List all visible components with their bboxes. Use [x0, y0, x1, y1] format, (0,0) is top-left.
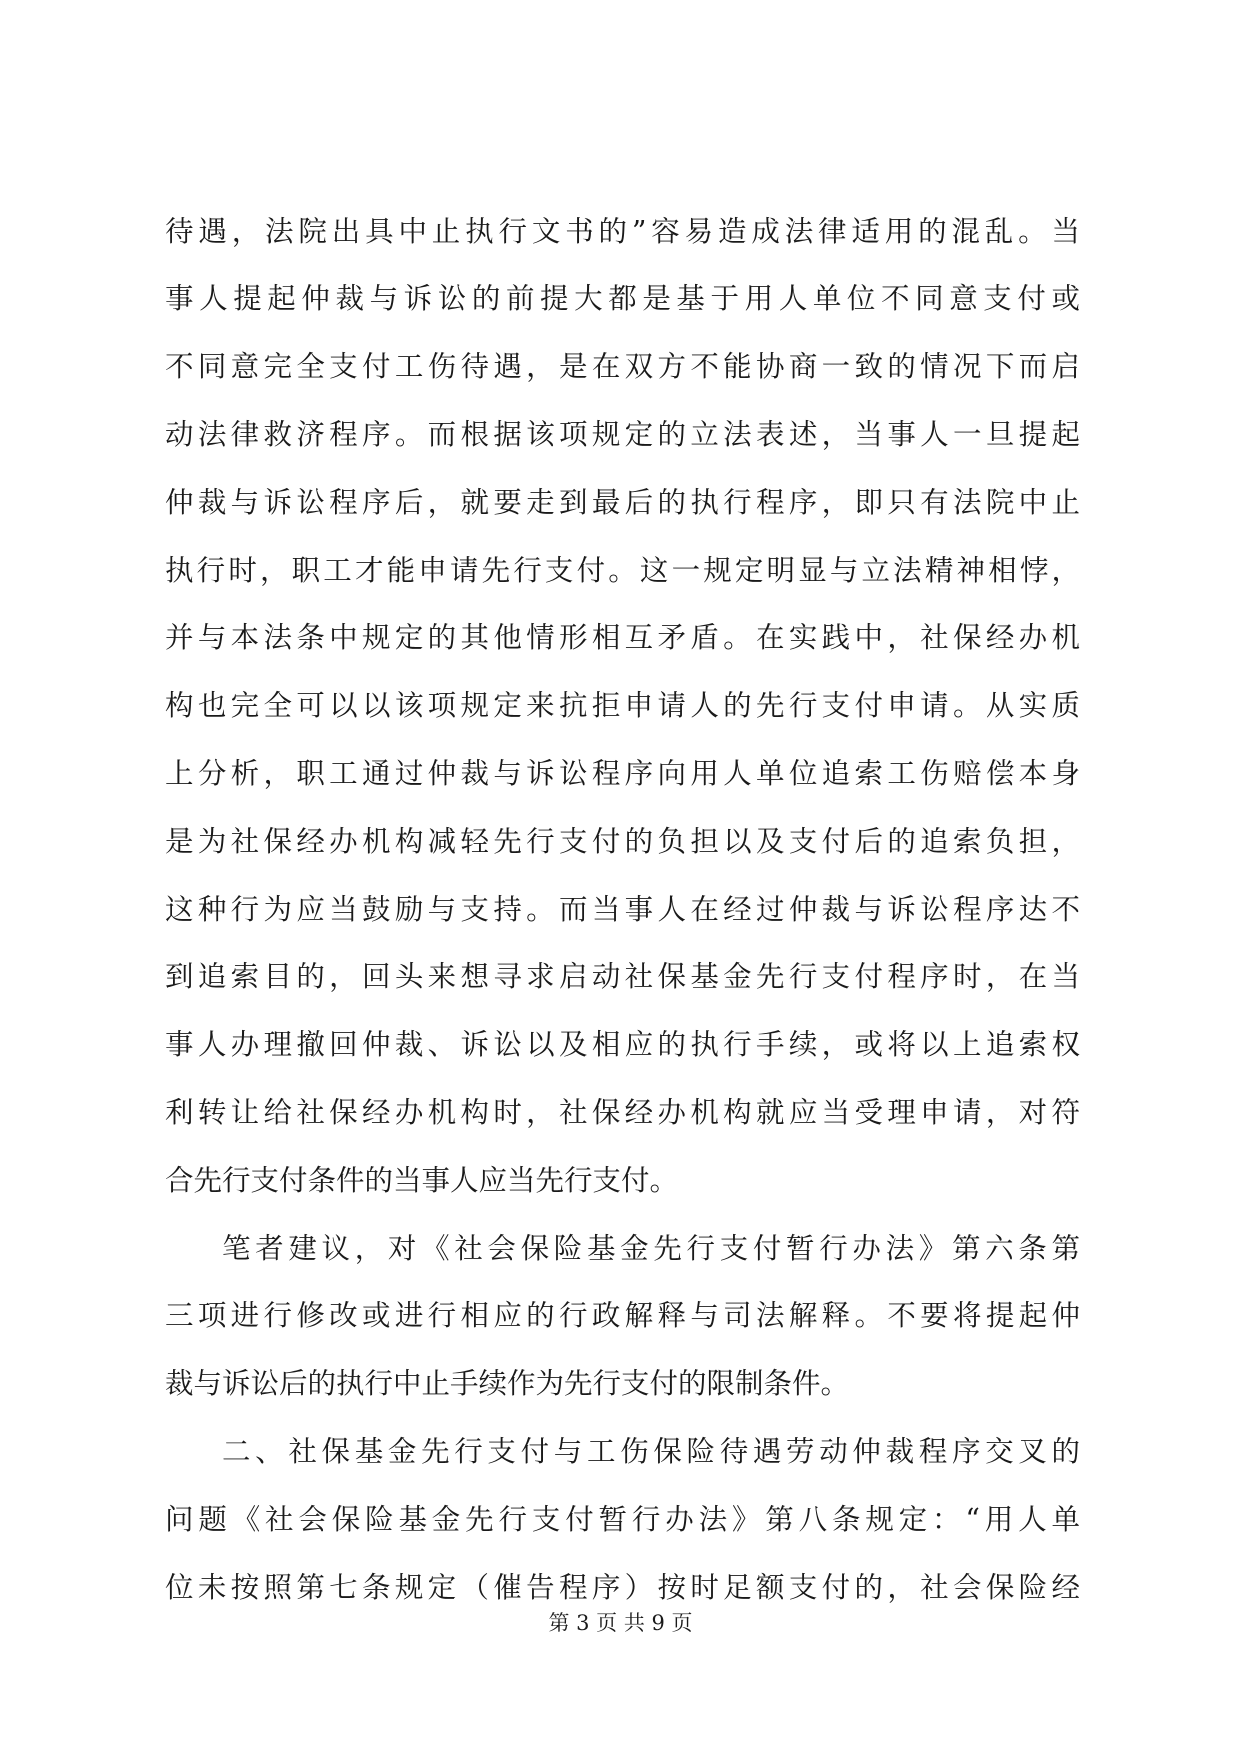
body-line: 执行时，职工才能申请先行支付。这一规定明显与立法精神相悖， [165, 554, 1080, 587]
body-line: 构也完全可以以该项规定来抗拒申请人的先行支付申请。从实质 [165, 689, 1080, 722]
body-line: 合先行支付条件的当事人应当先行支付。 [165, 1164, 679, 1197]
body-line: 裁与诉讼后的执行中止手续作为先行支付的限制条件。 [165, 1367, 850, 1400]
body-line: 动法律救济程序。而根据该项规定的立法表述，当事人一旦提起 [165, 418, 1080, 451]
body-line: 上分析，职工通过仲裁与诉讼程序向用人单位追索工伤赔偿本身 [165, 757, 1080, 790]
body-line: 二、社保基金先行支付与工伤保险待遇劳动仲裁程序交叉的 [222, 1435, 1080, 1468]
body-line: 问题《社会保险基金先行支付暂行办法》第八条规定：“用人单 [165, 1503, 1080, 1536]
body-line: 是为社保经办机构减轻先行支付的负担以及支付后的追索负担， [165, 825, 1080, 858]
body-line: 事人办理撤回仲裁、诉讼以及相应的执行手续，或将以上追索权 [165, 1028, 1080, 1061]
body-line: 到追索目的，回头来想寻求启动社保基金先行支付程序时，在当 [165, 960, 1080, 993]
body-line: 并与本法条中规定的其他情形相互矛盾。在实践中，社保经办机 [165, 621, 1080, 654]
body-line: 利转让给社保经办机构时，社保经办机构就应当受理申请，对符 [165, 1096, 1080, 1129]
page-number-footer: 第 3 页 共 9 页 [548, 1611, 693, 1635]
body-line: 事人提起仲裁与诉讼的前提大都是基于用人单位不同意支付或 [165, 282, 1080, 315]
body-line: 仲裁与诉讼程序后，就要走到最后的执行程序，即只有法院中止 [165, 486, 1080, 519]
body-line: 待遇，法院出具中止执行文书的”容易造成法律适用的混乱。当 [165, 215, 1080, 248]
body-line: 三项进行修改或进行相应的行政解释与司法解释。不要将提起仲 [165, 1299, 1080, 1332]
body-line: 位未按照第七条规定（催告程序）按时足额支付的，社会保险经 [165, 1571, 1080, 1604]
body-line: 不同意完全支付工伤待遇，是在双方不能协商一致的情况下而启 [165, 350, 1080, 383]
body-line: 这种行为应当鼓励与支持。而当事人在经过仲裁与诉讼程序达不 [165, 893, 1080, 926]
body-line: 笔者建议，对《社会保险基金先行支付暂行办法》第六条第 [222, 1232, 1080, 1265]
